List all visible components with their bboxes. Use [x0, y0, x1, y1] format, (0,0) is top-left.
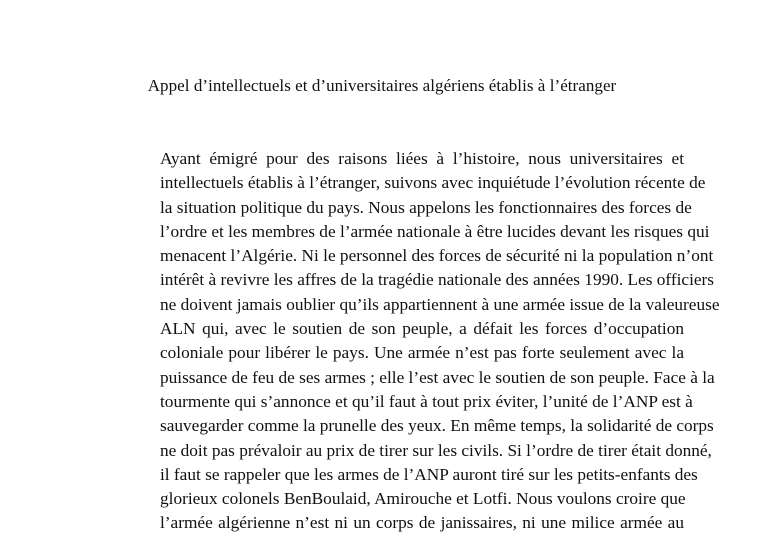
paragraph-line: il faut se rappeler que les armes de l’ANP auront tiré sur les petits-enfants des: [160, 464, 698, 484]
paragraph-line: coloniale pour libérer le pays. Une armée n’est pas forte seulement avec la: [160, 343, 684, 363]
paragraph-line: ne doit pas prévaloir au prix de tirer sur les civils. Si l’ordre de tirer était donné,: [160, 440, 712, 460]
paragraph-line: puissance de feu de ses armes ; elle l’est avec le soutien de son peuple. Face à la: [160, 367, 715, 387]
document-title: Appel d’intellectuels et d’universitaires algériens établis à l’étranger: [147, 76, 617, 95]
document-paragraph: [160, 147, 720, 536]
paragraph-line: menacent l’Algérie. Ni le personnel des forces de sécurité ni la population n’ont: [160, 246, 714, 266]
paragraph-line: glorieux colonels BenBoulaid, Amirouche et Lotfi. Nous voulons croire que: [160, 489, 686, 509]
paragraph-line: intellectuels établis à l’étranger, suivons avec inquiétude l’évolution récente de: [160, 173, 706, 193]
paragraph-line: ALN qui, avec le soutien de son peuple, a défait les forces d’occupation: [160, 319, 684, 339]
paragraph-line: l’armée algérienne n’est ni un corps de janissaires, ni une milice armée au: [160, 513, 684, 533]
paragraph-line: intérêt à revivre les affres de la tragédie nationale des années 1990. Les officiers: [160, 270, 715, 290]
paragraph-line: tourmente qui s’annonce et qu’il faut à tout prix éviter, l’unité de l’ANP est à: [160, 391, 693, 411]
paragraph-line: sauvegarder comme la prunelle des yeux. En même temps, la solidarité de corps: [160, 416, 714, 436]
paragraph-line: ne doivent jamais oublier qu’ils appartiennent à une armée issue de la valeureuse: [160, 294, 720, 314]
paragraph-line: la situation politique du pays. Nous appelons les fonctionnaires des forces de: [160, 197, 692, 217]
paragraph-line: Ayant émigré pour des raisons liées à l’histoire, nous universitaires et: [160, 149, 684, 168]
paragraph-line: l’ordre et les membres de l’armée nationale à être lucides devant les risques qui: [160, 221, 710, 241]
